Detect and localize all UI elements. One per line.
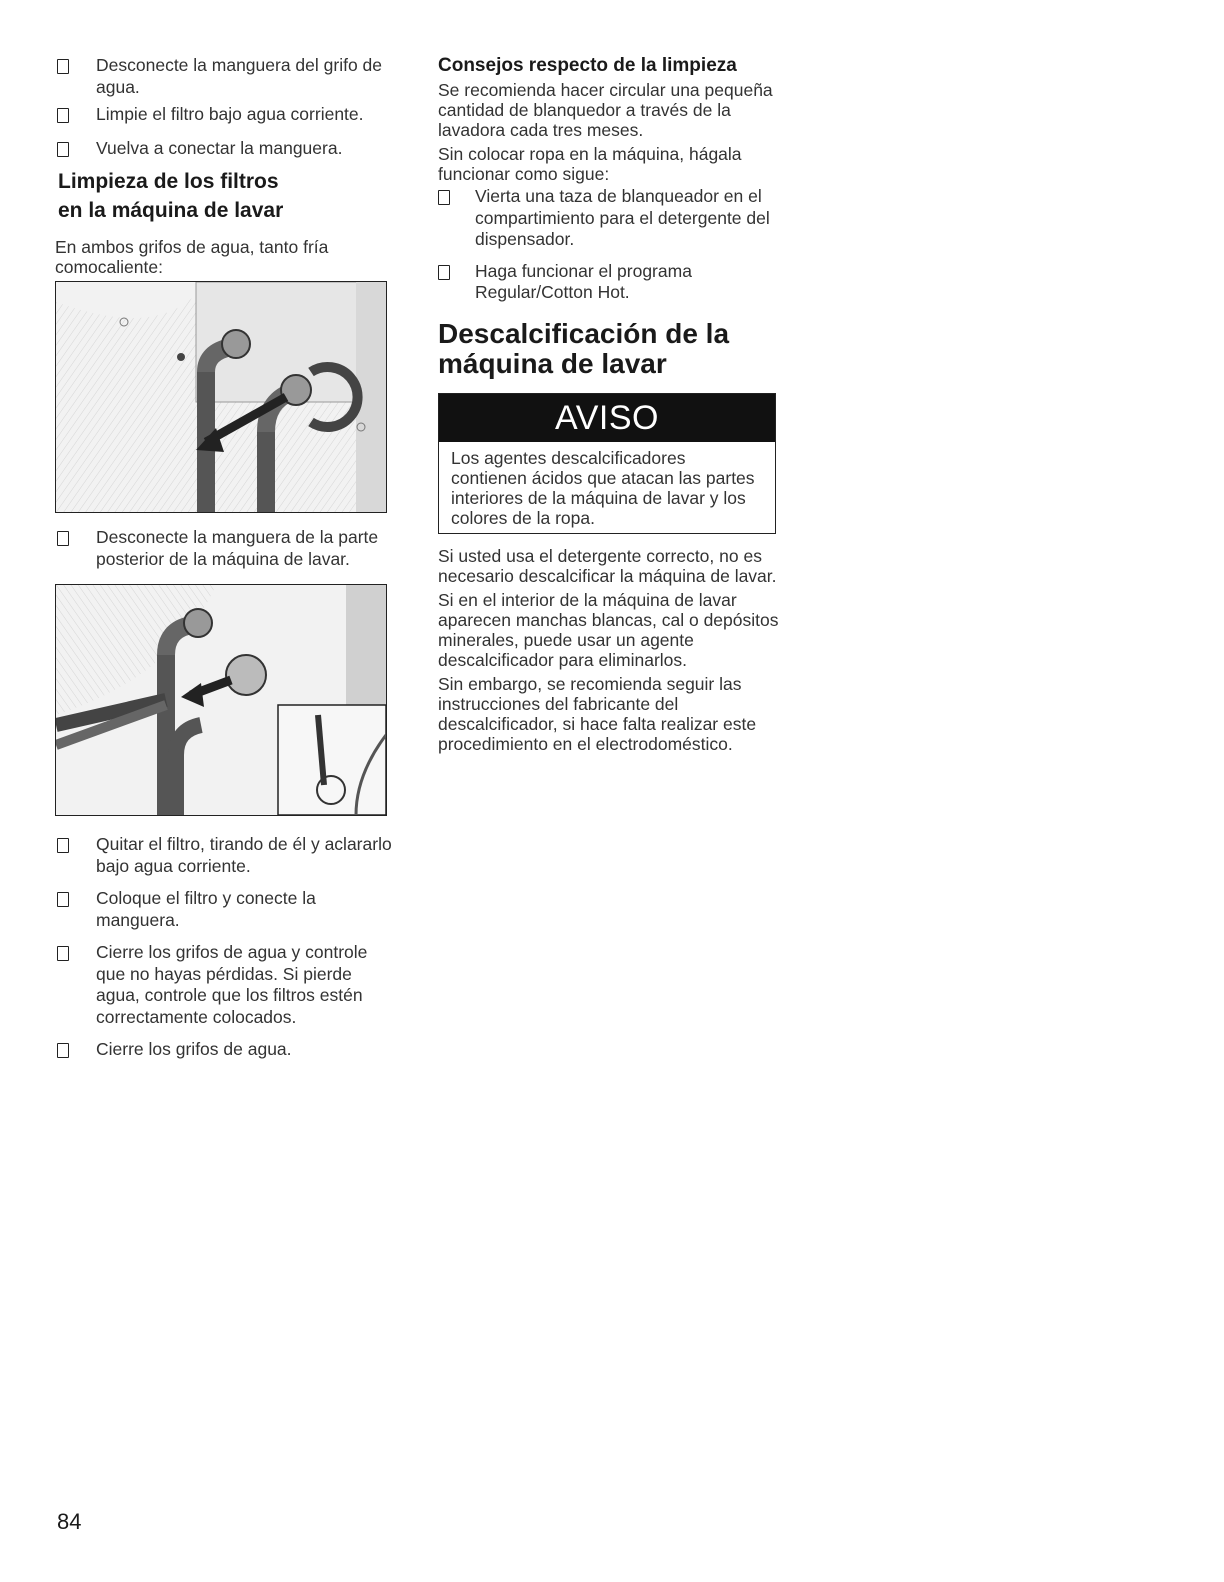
hose-disconnect-illustration — [55, 281, 387, 513]
checkbox-bullet-icon — [57, 531, 69, 546]
checkbox-bullet-icon — [57, 1043, 69, 1058]
checkbox-bullet-icon — [57, 946, 69, 961]
list-item: Cierre los grifos de agua. — [55, 1039, 400, 1061]
list-item: Desconecte la manguera del grifo de agua. — [55, 55, 400, 98]
descal-paragraph: Si usted usa el detergente correcto, no es necesario descalcificar la máquina de lavar. — [438, 545, 777, 586]
checkbox-bullet-icon — [57, 892, 69, 907]
checkbox-bullet-icon — [57, 59, 69, 74]
warning-text: Los agentes descalcificadores contienen ácidos que atacan las partes interiores de la máquina de lavar y los colores de la ropa. — [451, 447, 755, 528]
warning-box — [438, 393, 776, 534]
warning-label: AVISO — [439, 394, 775, 442]
checkbox-bullet-icon — [57, 142, 69, 157]
page-number: 84 — [57, 1509, 82, 1534]
list-item: Vierta una taza de blanqueador en el compartimiento para el detergente del dispensador. — [438, 186, 783, 251]
list-item: Limpie el filtro bajo agua corriente. — [55, 104, 400, 126]
descal-paragraph: Si en el interior de la máquina de lavar aparecen manchas blancas, cal o depósitos minerales, puede usar un agente descalcificador para eliminarlos. — [438, 589, 779, 670]
section-heading: Limpieza de los filtros en la máquina de lavar — [58, 170, 284, 222]
checkbox-bullet-icon — [57, 108, 69, 123]
tips-heading: Consejos respecto de la limpieza — [438, 55, 737, 76]
section-intro: En ambos grifos de agua, tanto fría comocaliente: — [55, 237, 329, 277]
filter-removal-illustration — [55, 584, 387, 816]
list-item: Haga funcionar el programa Regular/Cotton Hot. — [438, 261, 783, 304]
list-item: Quitar el filtro, tirando de él y aclararlo bajo agua corriente. — [55, 834, 400, 877]
descalcification-heading: Descalcificación de la máquina de lavar — [438, 317, 730, 379]
list-item: Desconecte la manguera de la parte posterior de la máquina de lavar. — [55, 527, 400, 570]
tips-paragraph: Sin colocar ropa en la máquina, hágala funcionar como sigue: — [438, 144, 742, 184]
checkbox-bullet-icon — [438, 190, 450, 205]
list-item: Coloque el filtro y conecte la manguera. — [55, 888, 400, 931]
checkbox-bullet-icon — [57, 838, 69, 853]
descal-paragraph: Sin embargo, se recomienda seguir las instrucciones del fabricante del descalcificador, si hace falta realizar este procedimiento en el electrodoméstico. — [438, 673, 757, 754]
right-column — [438, 55, 783, 754]
left-column — [55, 55, 400, 1061]
checkbox-bullet-icon — [438, 265, 450, 280]
list-item: Cierre los grifos de agua y controle que no hayas pérdidas. Si pierde agua, controle que los filtros estén correctamente colocados. — [55, 942, 400, 1028]
tips-paragraph: Se recomienda hacer circular una pequeña cantidad de blanquedor a través de la lavadora cada tres meses. — [438, 80, 773, 140]
list-item: Vuelva a conectar la manguera. — [55, 138, 400, 160]
